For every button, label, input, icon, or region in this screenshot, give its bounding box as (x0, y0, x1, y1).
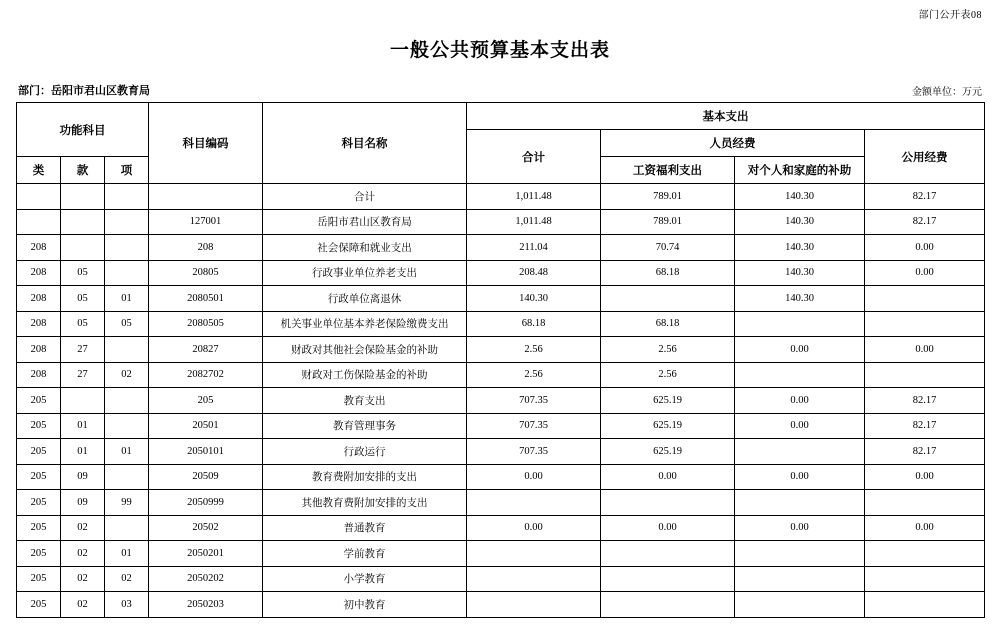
cell-family-subsidy: 0.00 (735, 388, 865, 414)
cell-code: 20509 (149, 464, 263, 490)
cell-total: 211.04 (467, 235, 601, 261)
cell-name: 初中教育 (263, 592, 467, 618)
cell-salary-welfare: 68.18 (601, 311, 735, 337)
header-class: 类 (17, 157, 61, 184)
cell-salary-welfare: 70.74 (601, 235, 735, 261)
cell-public-funds (865, 311, 985, 337)
cell-sub-item: 01 (105, 439, 149, 465)
cell-public-funds (865, 592, 985, 618)
department-label: 部门：岳阳市君山区教育局 (18, 85, 150, 97)
cell-class: 208 (17, 311, 61, 337)
cell-class: 208 (17, 362, 61, 388)
cell-name: 小学教育 (263, 566, 467, 592)
cell-family-subsidy: 140.30 (735, 260, 865, 286)
cell-sub-item (105, 260, 149, 286)
header-sub-item: 项 (105, 157, 149, 184)
cell-class: 205 (17, 515, 61, 541)
cell-sub-item (105, 209, 149, 235)
cell-public-funds (865, 490, 985, 516)
cell-item: 09 (61, 490, 105, 516)
cell-item: 02 (61, 592, 105, 618)
header-personnel-funds: 人员经费 (601, 130, 865, 157)
cell-total: 707.35 (467, 439, 601, 465)
cell-sub-item: 99 (105, 490, 149, 516)
cell-public-funds: 0.00 (865, 337, 985, 363)
cell-class: 208 (17, 235, 61, 261)
cell-total: 2.56 (467, 362, 601, 388)
cell-sub-item: 02 (105, 362, 149, 388)
cell-family-subsidy: 0.00 (735, 515, 865, 541)
cell-code: 20502 (149, 515, 263, 541)
cell-family-subsidy (735, 592, 865, 618)
cell-salary-welfare: 789.01 (601, 184, 735, 210)
header-salary-welfare: 工资福利支出 (601, 157, 735, 184)
cell-public-funds (865, 362, 985, 388)
cell-code: 2080501 (149, 286, 263, 312)
cell-family-subsidy: 140.30 (735, 209, 865, 235)
page-title: 一般公共预算基本支出表 (389, 40, 610, 61)
cell-salary-welfare: 0.00 (601, 464, 735, 490)
cell-name: 岳阳市君山区教育局 (263, 209, 467, 235)
cell-item: 02 (61, 515, 105, 541)
cell-public-funds (865, 566, 985, 592)
cell-name: 教育管理事务 (263, 413, 467, 439)
cell-total (467, 490, 601, 516)
cell-class (17, 184, 61, 210)
cell-name: 普通教育 (263, 515, 467, 541)
cell-family-subsidy: 0.00 (735, 337, 865, 363)
cell-class: 205 (17, 388, 61, 414)
cell-name: 机关事业单位基本养老保险缴费支出 (263, 311, 467, 337)
cell-name: 社会保障和就业支出 (263, 235, 467, 261)
cell-salary-welfare: 2.56 (601, 362, 735, 388)
cell-code: 20827 (149, 337, 263, 363)
cell-public-funds: 0.00 (865, 464, 985, 490)
cell-total: 1,011.48 (467, 209, 601, 235)
table-row (17, 592, 985, 618)
cell-public-funds: 82.17 (865, 209, 985, 235)
cell-salary-welfare: 2.56 (601, 337, 735, 363)
cell-code: 2050101 (149, 439, 263, 465)
cell-item: 05 (61, 311, 105, 337)
cell-sub-item: 01 (105, 286, 149, 312)
cell-item: 01 (61, 413, 105, 439)
cell-item: 27 (61, 362, 105, 388)
cell-item (61, 388, 105, 414)
cell-name: 行政单位离退休 (263, 286, 467, 312)
cell-code: 208 (149, 235, 263, 261)
cell-class: 205 (17, 413, 61, 439)
cell-sub-item (105, 235, 149, 261)
cell-code: 2082702 (149, 362, 263, 388)
table-row (17, 235, 985, 261)
cell-code: 20501 (149, 413, 263, 439)
table-row (17, 184, 985, 210)
cell-sub-item (105, 464, 149, 490)
cell-name: 其他教育费附加安排的支出 (263, 490, 467, 516)
cell-sub-item: 03 (105, 592, 149, 618)
cell-sub-item (105, 337, 149, 363)
cell-class: 205 (17, 439, 61, 465)
table-row (17, 439, 985, 465)
cell-name: 教育支出 (263, 388, 467, 414)
table-row (17, 490, 985, 516)
cell-family-subsidy: 140.30 (735, 184, 865, 210)
table-row (17, 515, 985, 541)
cell-code: 205 (149, 388, 263, 414)
document-code: 部门公开表08 (918, 10, 982, 21)
cell-item: 01 (61, 439, 105, 465)
cell-item: 05 (61, 286, 105, 312)
cell-code: 2050201 (149, 541, 263, 567)
cell-salary-welfare: 789.01 (601, 209, 735, 235)
cell-code: 2050202 (149, 566, 263, 592)
cell-item: 27 (61, 337, 105, 363)
report-meta (16, 82, 984, 102)
cell-code: 2050999 (149, 490, 263, 516)
header-function-subject: 功能科目 (17, 103, 149, 157)
cell-family-subsidy: 0.00 (735, 464, 865, 490)
cell-class (17, 209, 61, 235)
cell-salary-welfare (601, 286, 735, 312)
cell-total: 208.48 (467, 260, 601, 286)
cell-total (467, 566, 601, 592)
cell-item: 05 (61, 260, 105, 286)
cell-code: 127001 (149, 209, 263, 235)
cell-class: 208 (17, 260, 61, 286)
cell-class: 205 (17, 592, 61, 618)
cell-public-funds: 82.17 (865, 388, 985, 414)
cell-sub-item (105, 184, 149, 210)
cell-item: 09 (61, 464, 105, 490)
cell-class: 205 (17, 490, 61, 516)
amount-unit-label: 金额单位：万元 (912, 87, 982, 98)
cell-name: 教育费附加安排的支出 (263, 464, 467, 490)
cell-public-funds: 82.17 (865, 413, 985, 439)
cell-code: 20805 (149, 260, 263, 286)
cell-total: 68.18 (467, 311, 601, 337)
cell-sub-item (105, 515, 149, 541)
header-code: 科目编码 (149, 103, 263, 184)
header-total: 合计 (467, 130, 601, 184)
cell-family-subsidy (735, 362, 865, 388)
cell-public-funds: 82.17 (865, 184, 985, 210)
cell-name: 财政对工伤保险基金的补助 (263, 362, 467, 388)
cell-public-funds (865, 541, 985, 567)
table-row (17, 464, 985, 490)
cell-family-subsidy (735, 439, 865, 465)
cell-salary-welfare: 625.19 (601, 439, 735, 465)
header-public-funds: 公用经费 (865, 130, 985, 184)
cell-sub-item (105, 388, 149, 414)
cell-total: 707.35 (467, 388, 601, 414)
cell-salary-welfare (601, 592, 735, 618)
header-name: 科目名称 (263, 103, 467, 184)
cell-public-funds: 0.00 (865, 235, 985, 261)
table-row (17, 209, 985, 235)
cell-public-funds: 0.00 (865, 260, 985, 286)
cell-sub-item: 05 (105, 311, 149, 337)
cell-class: 208 (17, 286, 61, 312)
table-row (17, 388, 985, 414)
table-row (17, 260, 985, 286)
cell-salary-welfare: 68.18 (601, 260, 735, 286)
cell-family-subsidy (735, 541, 865, 567)
table-row (17, 362, 985, 388)
cell-sub-item: 01 (105, 541, 149, 567)
cell-salary-welfare (601, 490, 735, 516)
cell-class: 205 (17, 566, 61, 592)
header-family-subsidy: 对个人和家庭的补助 (735, 157, 865, 184)
cell-item (61, 209, 105, 235)
cell-public-funds (865, 286, 985, 312)
cell-code: 2080505 (149, 311, 263, 337)
table-row (17, 286, 985, 312)
cell-name: 行政运行 (263, 439, 467, 465)
budget-table (16, 102, 985, 618)
cell-salary-welfare (601, 566, 735, 592)
cell-family-subsidy (735, 311, 865, 337)
cell-salary-welfare (601, 541, 735, 567)
header-basic-expenditure: 基本支出 (467, 103, 985, 130)
cell-salary-welfare: 625.19 (601, 413, 735, 439)
cell-class: 208 (17, 337, 61, 363)
cell-total (467, 592, 601, 618)
cell-total: 1,011.48 (467, 184, 601, 210)
cell-total: 0.00 (467, 515, 601, 541)
cell-salary-welfare: 0.00 (601, 515, 735, 541)
table-row (17, 541, 985, 567)
cell-family-subsidy (735, 566, 865, 592)
cell-public-funds: 82.17 (865, 439, 985, 465)
header-item: 款 (61, 157, 105, 184)
cell-salary-welfare: 625.19 (601, 388, 735, 414)
cell-item: 02 (61, 541, 105, 567)
cell-total: 707.35 (467, 413, 601, 439)
cell-name: 合计 (263, 184, 467, 210)
cell-sub-item (105, 413, 149, 439)
table-row (17, 311, 985, 337)
cell-class: 205 (17, 464, 61, 490)
cell-class: 205 (17, 541, 61, 567)
cell-name: 学前教育 (263, 541, 467, 567)
cell-public-funds: 0.00 (865, 515, 985, 541)
cell-code (149, 184, 263, 210)
cell-family-subsidy: 140.30 (735, 286, 865, 312)
cell-total (467, 541, 601, 567)
cell-item (61, 184, 105, 210)
cell-family-subsidy: 0.00 (735, 413, 865, 439)
cell-total: 140.30 (467, 286, 601, 312)
cell-family-subsidy: 140.30 (735, 235, 865, 261)
table-row (17, 413, 985, 439)
table-row (17, 337, 985, 363)
cell-total: 2.56 (467, 337, 601, 363)
cell-item (61, 235, 105, 261)
cell-name: 财政对其他社会保险基金的补助 (263, 337, 467, 363)
cell-family-subsidy (735, 490, 865, 516)
table-header-row-1 (17, 103, 985, 130)
table-body (17, 184, 985, 618)
cell-total: 0.00 (467, 464, 601, 490)
cell-sub-item: 02 (105, 566, 149, 592)
table-row (17, 566, 985, 592)
cell-item: 02 (61, 566, 105, 592)
cell-name: 行政事业单位养老支出 (263, 260, 467, 286)
cell-code: 2050203 (149, 592, 263, 618)
